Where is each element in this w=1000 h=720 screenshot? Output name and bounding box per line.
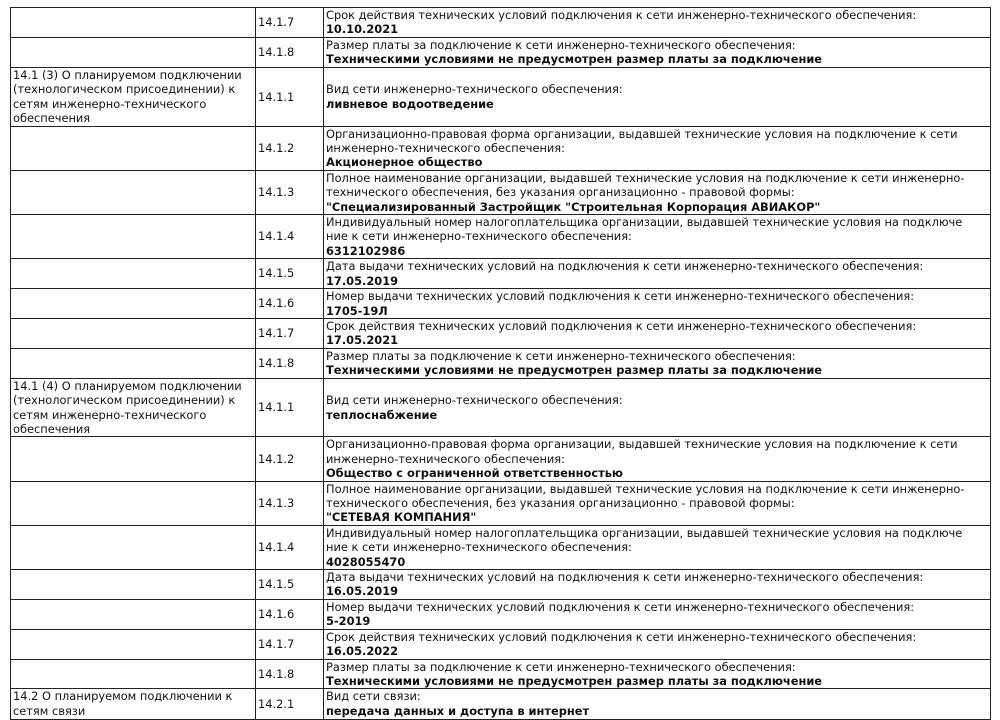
item-content bbox=[324, 599, 991, 629]
item-value: 17.05.2019 bbox=[326, 273, 399, 288]
table-row bbox=[11, 378, 991, 437]
item-content bbox=[324, 348, 991, 378]
item-code: 14.1.7 bbox=[256, 8, 324, 38]
item-code: 14.1.8 bbox=[256, 348, 324, 378]
item-content bbox=[324, 8, 991, 38]
table-row bbox=[11, 215, 991, 259]
section-title-line: сетям инженерно-технического bbox=[13, 407, 207, 422]
section-cell bbox=[11, 570, 256, 600]
item-content bbox=[324, 481, 991, 525]
item-code: 14.1.2 bbox=[256, 126, 324, 170]
item-label-line: Вид сети инженерно-технического обеспечения: bbox=[326, 82, 623, 97]
item-label-line: Срок действия технических условий подключения к сети инженерно-технического обеспечения: bbox=[326, 629, 917, 644]
section-cell bbox=[11, 8, 256, 38]
item-value: 17.05.2021 bbox=[326, 333, 399, 348]
item-label-line: Полное наименование организации, выдавшей технические условия на подключение к сети инженерно- bbox=[326, 481, 965, 496]
item-value: Техническими условиями не предусмотрен размер платы за подключение bbox=[326, 674, 823, 689]
item-label-line: Вид сети связи: bbox=[326, 689, 421, 704]
item-code: 14.1.6 bbox=[256, 289, 324, 319]
item-value: 10.10.2021 bbox=[326, 22, 399, 37]
table-row bbox=[11, 318, 991, 348]
item-content bbox=[324, 38, 991, 68]
table-row bbox=[11, 689, 991, 720]
item-label-line: Организационно-правовая форма организации, выдавшей технические условия на подключение к сети bbox=[326, 126, 958, 141]
item-value: 16.05.2019 bbox=[326, 584, 399, 599]
section-cell bbox=[11, 348, 256, 378]
item-content bbox=[324, 215, 991, 259]
item-code: 14.1.6 bbox=[256, 599, 324, 629]
item-value: теплоснабжение bbox=[326, 407, 438, 422]
section-title-line: 14.2 О планируемом подключении к bbox=[13, 689, 233, 704]
item-code: 14.1.7 bbox=[256, 318, 324, 348]
item-content bbox=[324, 126, 991, 170]
item-content bbox=[324, 259, 991, 289]
item-label-line: ние к сети инженерно-технического обеспечения: bbox=[326, 540, 632, 555]
item-content bbox=[324, 289, 991, 319]
table-row bbox=[11, 68, 991, 127]
item-code: 14.1.2 bbox=[256, 437, 324, 481]
table-row bbox=[11, 570, 991, 600]
item-content bbox=[324, 689, 991, 720]
section-title-line: (технологическом присоединении) к bbox=[13, 393, 236, 408]
item-content bbox=[324, 659, 991, 689]
item-label-line: инженерно-технического обеспечения: bbox=[326, 141, 565, 156]
table-row bbox=[11, 8, 991, 38]
item-code: 14.1.5 bbox=[256, 259, 324, 289]
item-value: Техническими условиями не предусмотрен размер платы за подключение bbox=[326, 363, 823, 378]
item-label-line: технического обеспечения, без указания организационно - правовой формы: bbox=[326, 495, 795, 510]
section-cell bbox=[11, 525, 256, 569]
item-label-line: Индивидуальный номер налогоплательщика организации, выдавшей технические условия на подключе bbox=[326, 525, 963, 540]
item-value: "Специализированный Застройщик "Строительная Корпорация АВИАКОР" bbox=[326, 199, 821, 214]
item-value: 6312102986 bbox=[326, 243, 406, 258]
section-title-line: 14.1 (4) О планируемом подключении bbox=[13, 378, 242, 393]
item-label-line: Организационно-правовая форма организации, выдавшей технические условия на подключение к сети bbox=[326, 437, 958, 452]
section-title-line: обеспечения bbox=[13, 111, 91, 126]
item-label-line: Размер платы за подключение к сети инженерно-технического обеспечения: bbox=[326, 38, 796, 52]
item-label-line: технического обеспечения, без указания организационно - правовой формы: bbox=[326, 185, 795, 200]
item-code: 14.1.8 bbox=[256, 38, 324, 68]
section-title-line: (технологическом присоединении) к bbox=[13, 82, 236, 97]
item-code: 14.2.1 bbox=[256, 689, 324, 720]
table-body bbox=[11, 8, 991, 720]
table-row bbox=[11, 170, 991, 214]
section-title-line: 14.1 (3) О планируемом подключении bbox=[13, 68, 242, 82]
item-value: 5-2019 bbox=[326, 614, 371, 629]
table-row bbox=[11, 599, 991, 629]
item-code: 14.1.7 bbox=[256, 629, 324, 659]
item-value: "СЕТЕВАЯ КОМПАНИЯ" bbox=[326, 510, 477, 525]
item-label-line: Полное наименование организации, выдавшей технические условия на подключение к сети инженерно- bbox=[326, 170, 965, 185]
item-code: 14.1.3 bbox=[256, 170, 324, 214]
item-code: 14.1.5 bbox=[256, 570, 324, 600]
section-cell bbox=[11, 259, 256, 289]
item-content bbox=[324, 318, 991, 348]
section-cell bbox=[11, 437, 256, 481]
item-content bbox=[324, 170, 991, 214]
item-value: Общество с ограниченной ответственностью bbox=[326, 466, 623, 481]
item-label-line: инженерно-технического обеспечения: bbox=[326, 451, 565, 466]
section-title-line: сетям связи bbox=[13, 703, 86, 718]
item-label-line: Срок действия технических условий подключения к сети инженерно-технического обеспечения: bbox=[326, 8, 917, 22]
section-cell bbox=[11, 68, 256, 127]
section-cell bbox=[11, 481, 256, 525]
section-cell bbox=[11, 629, 256, 659]
table-row bbox=[11, 437, 991, 481]
item-content bbox=[324, 68, 991, 127]
section-cell bbox=[11, 170, 256, 214]
item-code: 14.1.4 bbox=[256, 215, 324, 259]
item-code: 14.1.1 bbox=[256, 68, 324, 127]
section-cell bbox=[11, 289, 256, 319]
table-row bbox=[11, 525, 991, 569]
section-cell bbox=[11, 318, 256, 348]
connection-details-table bbox=[10, 7, 991, 720]
table-row bbox=[11, 659, 991, 689]
item-label-line: Индивидуальный номер налогоплательщика организации, выдавшей технические условия на подключе bbox=[326, 215, 963, 230]
item-label-line: Срок действия технических условий подключения к сети инженерно-технического обеспечения: bbox=[326, 318, 917, 333]
table-row bbox=[11, 348, 991, 378]
section-cell bbox=[11, 126, 256, 170]
item-content bbox=[324, 629, 991, 659]
table-row bbox=[11, 481, 991, 525]
table-row bbox=[11, 38, 991, 68]
section-cell bbox=[11, 689, 256, 720]
item-label-line: Дата выдачи технических условий на подключения к сети инженерно-технического обеспечения: bbox=[326, 570, 924, 584]
item-content bbox=[324, 570, 991, 600]
item-label-line: Номер выдачи технических условий подключения к сети инженерно-технического обеспечения: bbox=[326, 599, 915, 614]
item-code: 14.1.8 bbox=[256, 659, 324, 689]
item-label-line: Размер платы за подключение к сети инженерно-технического обеспечения: bbox=[326, 348, 796, 363]
table-row bbox=[11, 259, 991, 289]
table-row bbox=[11, 126, 991, 170]
item-value: Акционерное общество bbox=[326, 155, 483, 170]
section-title-line: обеспечения bbox=[13, 421, 91, 436]
section-cell bbox=[11, 378, 256, 437]
item-code: 14.1.3 bbox=[256, 481, 324, 525]
table-row bbox=[11, 629, 991, 659]
item-label-line: Размер платы за подключение к сети инженерно-технического обеспечения: bbox=[326, 659, 796, 674]
item-content bbox=[324, 378, 991, 437]
item-value: передача данных и доступа в интернет bbox=[326, 703, 590, 718]
table-row bbox=[11, 289, 991, 319]
section-title-line: сетям инженерно-технического bbox=[13, 96, 207, 111]
item-label-line: ние к сети инженерно-технического обеспечения: bbox=[326, 229, 632, 244]
item-content bbox=[324, 525, 991, 569]
item-value: 16.05.2022 bbox=[326, 644, 399, 659]
item-code: 14.1.1 bbox=[256, 378, 324, 437]
section-cell bbox=[11, 659, 256, 689]
item-label-line: Дата выдачи технических условий на подключения к сети инженерно-технического обеспечения: bbox=[326, 259, 924, 274]
section-cell bbox=[11, 599, 256, 629]
item-value: 4028055470 bbox=[326, 554, 406, 569]
item-content bbox=[324, 437, 991, 481]
section-cell bbox=[11, 215, 256, 259]
section-cell bbox=[11, 38, 256, 68]
item-value: 1705-19Л bbox=[326, 303, 388, 318]
item-label-line: Номер выдачи технических условий подключения к сети инженерно-технического обеспечения: bbox=[326, 289, 915, 304]
item-label-line: Вид сети инженерно-технического обеспечения: bbox=[326, 393, 623, 408]
item-code: 14.1.4 bbox=[256, 525, 324, 569]
item-value: Техническими условиями не предусмотрен размер платы за подключение bbox=[326, 52, 823, 67]
item-value: ливневое водоотведение bbox=[326, 96, 494, 111]
